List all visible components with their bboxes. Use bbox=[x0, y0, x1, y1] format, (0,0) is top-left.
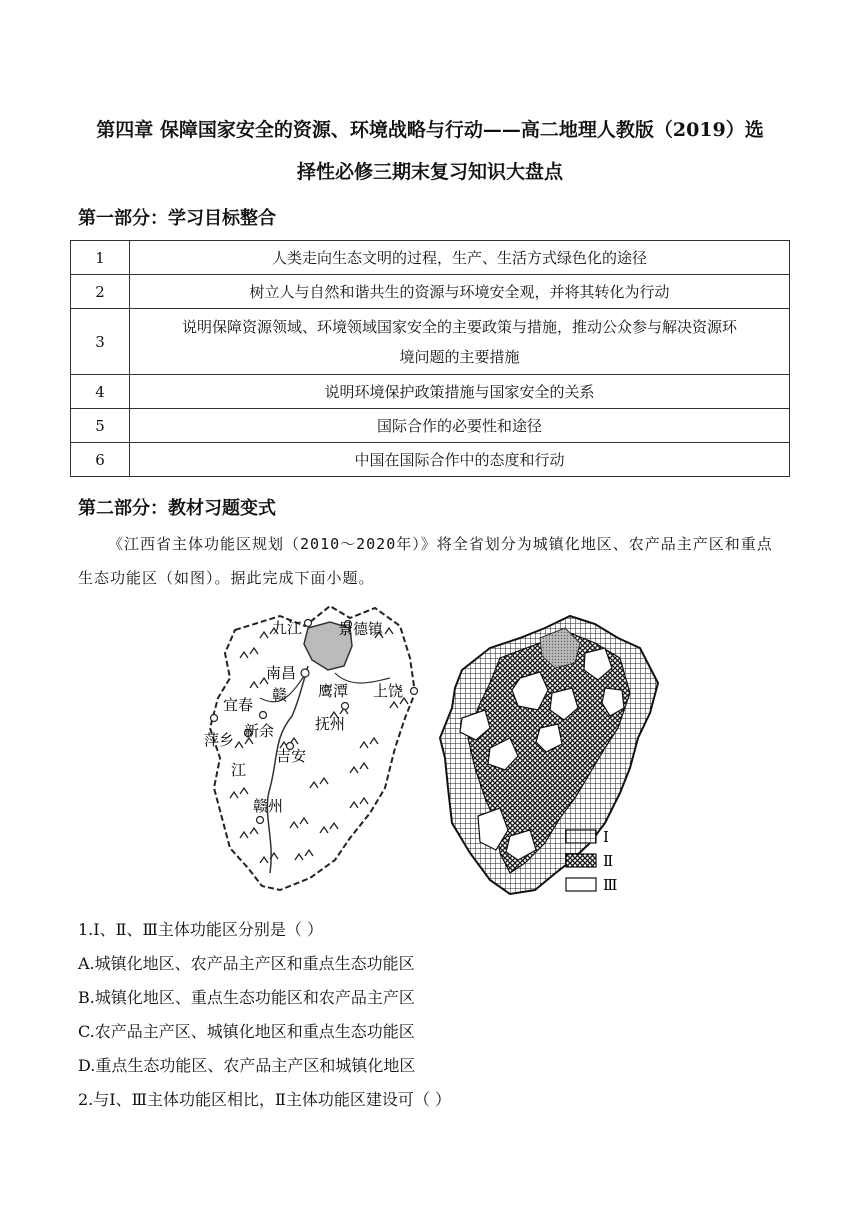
document-title-line1: 第四章 保障国家安全的资源、环境战略与行动——高二地理人教版（2019）选 bbox=[96, 119, 764, 141]
legend-label-III: Ⅲ bbox=[603, 876, 618, 894]
question-1: 1.Ⅰ、Ⅱ、Ⅲ主体功能区分别是（ ） bbox=[78, 920, 323, 939]
row-number: 5 bbox=[71, 409, 130, 443]
part2-heading: 第二部分：教材习题变式 bbox=[78, 498, 276, 519]
city-label: 赣州 bbox=[253, 797, 284, 815]
legend-swatch-I bbox=[566, 830, 596, 843]
table-row bbox=[71, 309, 790, 375]
city-label: 新余 bbox=[244, 722, 275, 740]
row-text: 树立人与自然和谐共生的资源与环境安全观，并将其转化为行动 bbox=[130, 275, 790, 309]
jiangxi-maps-figure bbox=[200, 598, 660, 898]
row-number: 2 bbox=[71, 275, 130, 309]
row-number: 6 bbox=[71, 443, 130, 477]
question-1-option-d: D.重点生态功能区、农产品主产区和城镇化地区 bbox=[78, 1056, 416, 1075]
row-text: 国际合作的必要性和途径 bbox=[130, 409, 790, 443]
city-label: 鹰潭 bbox=[318, 682, 349, 700]
question-1-option-c: C.农产品主产区、城镇化地区和重点生态功能区 bbox=[78, 1022, 415, 1041]
row-text bbox=[130, 309, 790, 375]
document-title-line2: 择性必修三期末复习知识大盘点 bbox=[296, 161, 563, 183]
city-label: 景德镇 bbox=[338, 620, 384, 638]
intro-paragraph: 《江西省主体功能区规划（2010～2020年）》将全省划分为城镇化地区、农产品主产区和重点生态功能区（如图）。据此完成下面小题。 bbox=[78, 535, 773, 587]
legend-label-II: Ⅱ bbox=[603, 852, 614, 870]
question-1-option-b: B.城镇化地区、重点生态功能区和农产品主产区 bbox=[78, 988, 415, 1007]
table-row bbox=[71, 409, 790, 443]
map-legend bbox=[566, 828, 617, 894]
city-label: 南昌 bbox=[266, 664, 297, 682]
question-1-option-a: A.城镇化地区、农产品主产区和重点生态功能区 bbox=[78, 954, 415, 973]
table-row bbox=[71, 375, 790, 409]
learning-goals-table bbox=[70, 240, 790, 477]
row-number: 1 bbox=[71, 241, 130, 275]
row-number: 4 bbox=[71, 375, 130, 409]
row-text: 说明环境保护政策措施与国家安全的关系 bbox=[130, 375, 790, 409]
part1-heading: 第一部分：学习目标整合 bbox=[78, 208, 276, 229]
city-label: 上饶 bbox=[373, 682, 404, 700]
table-row bbox=[71, 241, 790, 275]
city-label: 萍乡 bbox=[204, 731, 235, 749]
city-label: 江 bbox=[231, 761, 247, 779]
city-label: 赣 bbox=[272, 686, 288, 704]
row-number: 3 bbox=[71, 309, 130, 375]
city-label: 抚州 bbox=[315, 715, 346, 733]
question-2: 2.与Ⅰ、Ⅲ主体功能区相比，Ⅱ主体功能区建设可（ ） bbox=[78, 1090, 451, 1109]
legend-label-I: Ⅰ bbox=[603, 828, 609, 846]
city-label: 宜春 bbox=[223, 696, 254, 714]
city-label: 吉安 bbox=[276, 747, 307, 765]
legend-swatch-III bbox=[566, 878, 596, 891]
row-text-line1: 说明保障资源领域、环境领域国家安全的主要政策与措施，推动公众参与解决资源环 bbox=[181, 317, 737, 336]
function-zone-map bbox=[440, 616, 658, 894]
row-text: 人类走向生态文明的过程，生产、生活方式绿色化的途径 bbox=[130, 241, 790, 275]
table-row bbox=[71, 275, 790, 309]
legend-swatch-II bbox=[566, 854, 596, 867]
row-text: 中国在国际合作中的态度和行动 bbox=[130, 443, 790, 477]
relief-map bbox=[204, 606, 418, 890]
table-row bbox=[71, 443, 790, 477]
city-label: 九江 bbox=[272, 619, 303, 637]
row-text-line2: 境问题的主要措施 bbox=[399, 347, 520, 366]
